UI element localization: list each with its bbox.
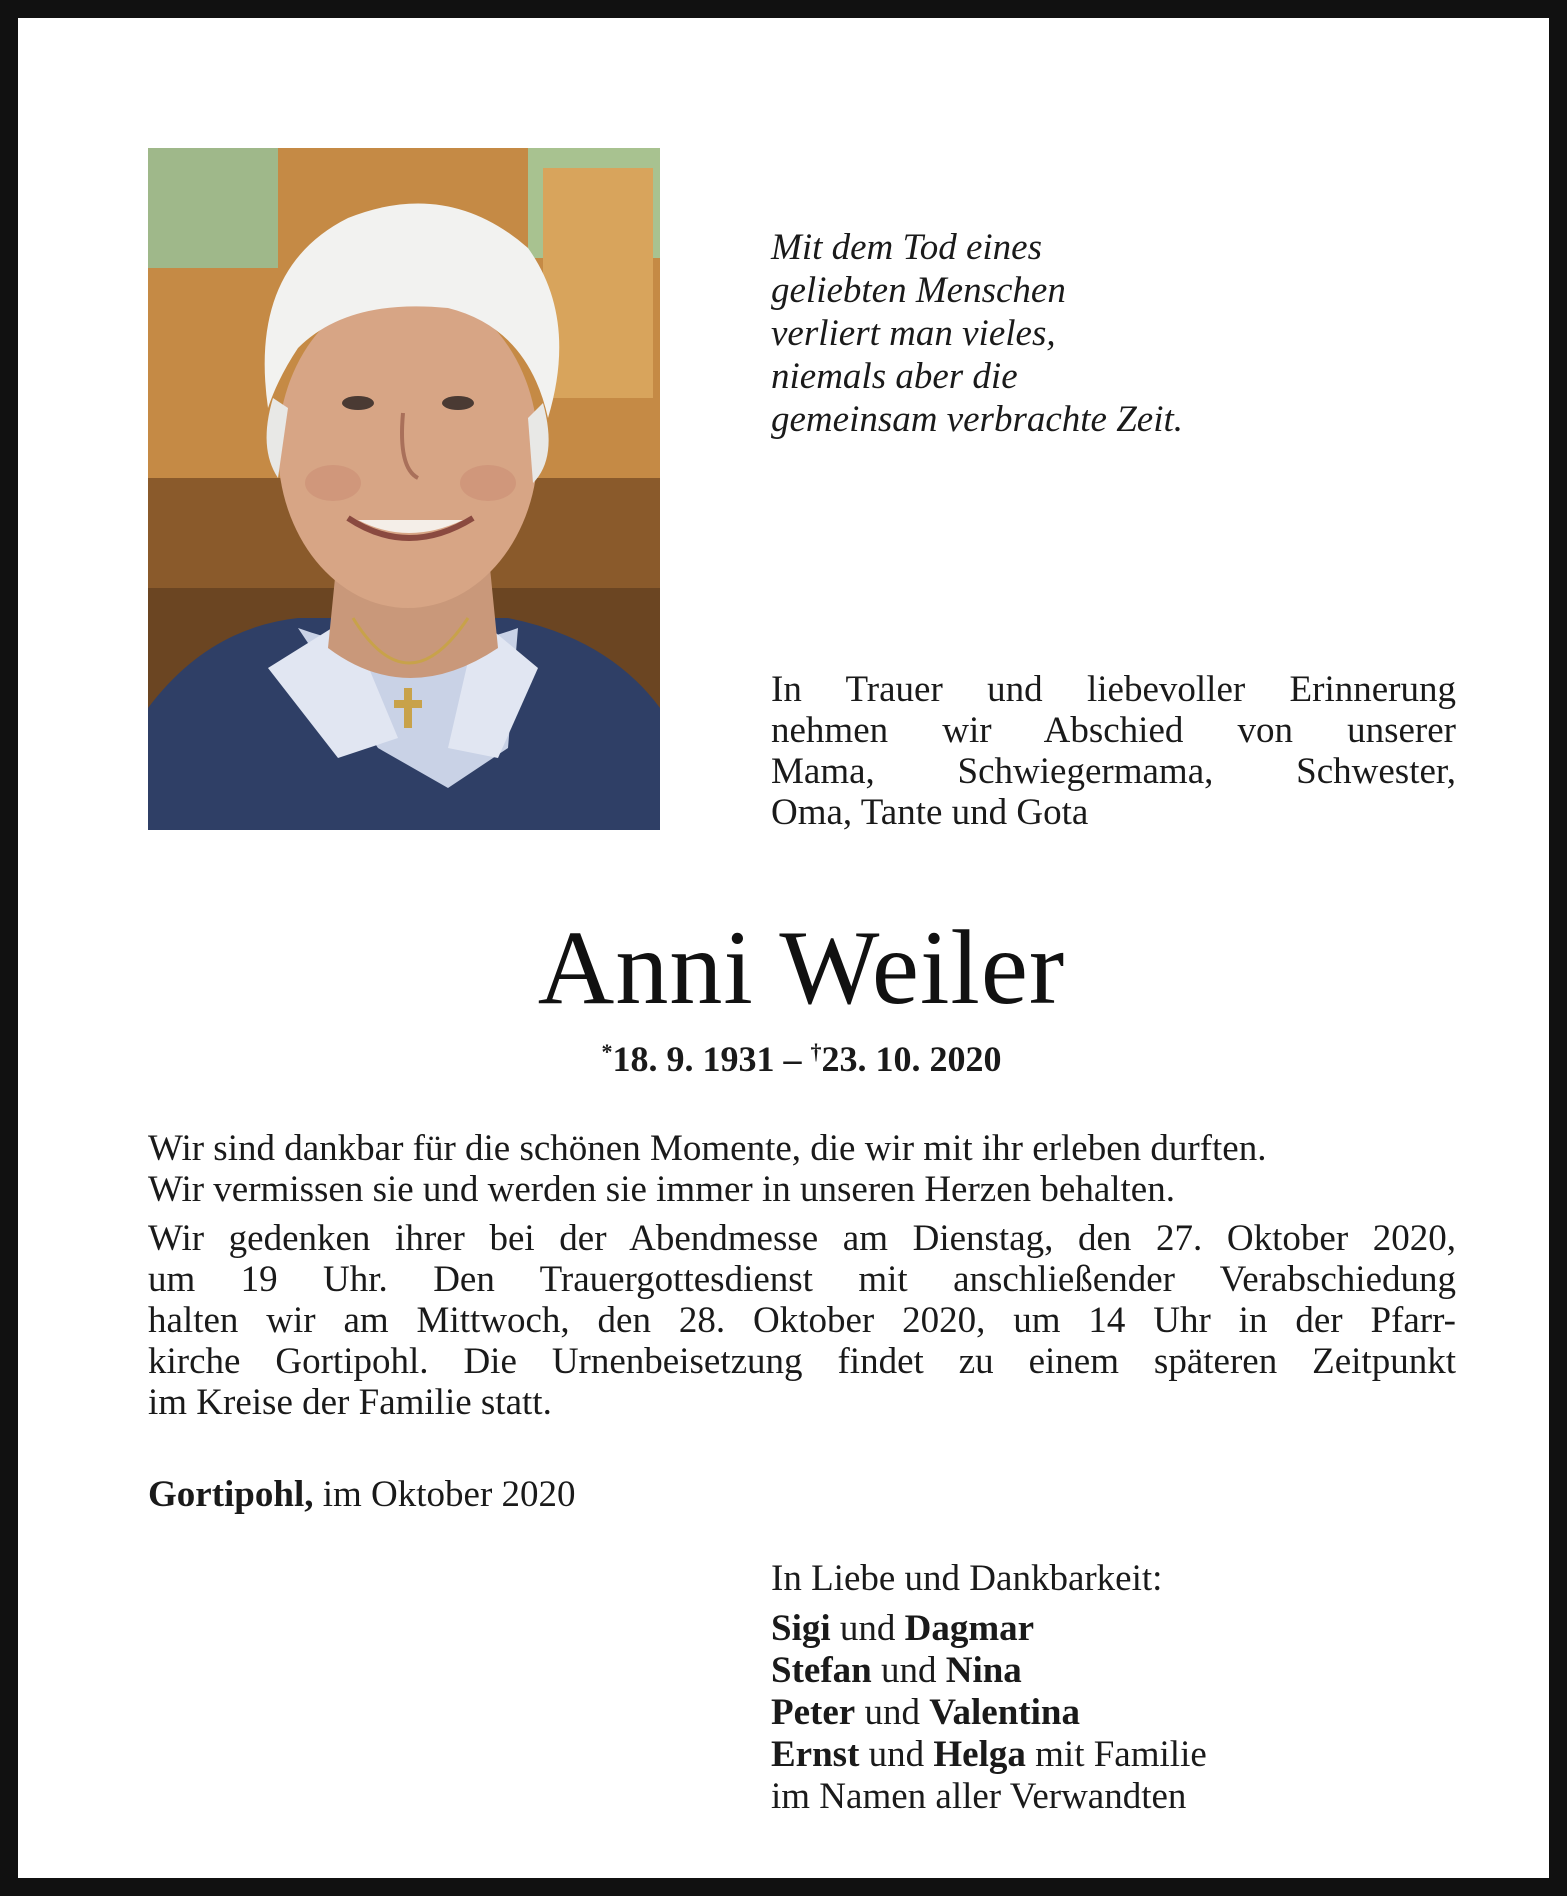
family-name: Dagmar xyxy=(904,1608,1035,1649)
date-separator: – xyxy=(774,1039,811,1079)
paragraph-line: halten wir am Mittwoch, den 28. Oktober 2020, um 14 Uhr in der Pfarr- xyxy=(148,1300,1456,1341)
family-name: Nina xyxy=(945,1650,1022,1691)
family-suffix: mit Familie xyxy=(1025,1734,1207,1775)
family-line xyxy=(771,1692,1471,1734)
family-line xyxy=(771,1608,1471,1650)
paragraph-gratitude xyxy=(148,1128,1456,1210)
paragraph-services xyxy=(148,1218,1456,1423)
paragraph-line: um 19 Uhr. Den Trauergottesdienst mit anschließender Verabschiedung xyxy=(148,1259,1456,1300)
family-joiner: und xyxy=(830,1608,905,1649)
paragraph-line: kirche Gortipohl. Die Urnenbeisetzung findet zu einem späteren Zeitpunkt xyxy=(148,1341,1456,1382)
paragraph-line: Wir vermissen sie und werden sie immer in unseren Herzen behalten. xyxy=(148,1169,1175,1210)
family-name: Helga xyxy=(933,1734,1026,1775)
portrait-illustration xyxy=(148,148,660,830)
deceased-name: Anni Weiler xyxy=(537,909,1066,1026)
death-date: 23. 10. 2020 xyxy=(821,1039,1002,1079)
family-name: Peter xyxy=(771,1692,856,1733)
quote-line: geliebten Menschen xyxy=(771,270,1066,311)
portrait-photo xyxy=(148,148,660,830)
family-name: Valentina xyxy=(929,1692,1080,1733)
quote-line: gemeinsam verbrachte Zeit. xyxy=(771,399,1184,440)
place-and-date xyxy=(148,1474,576,1515)
place-town: Gortipohl, xyxy=(148,1474,314,1515)
signoff-heading: In Liebe und Dankbarkeit: xyxy=(771,1558,1163,1599)
signoff xyxy=(771,1558,1471,1818)
place-date: im Oktober 2020 xyxy=(313,1474,576,1515)
intro-text xyxy=(771,669,1456,833)
family-joiner: und xyxy=(855,1692,930,1733)
life-dates xyxy=(18,1030,1567,1081)
birth-date: 18. 9. 1931 xyxy=(612,1039,775,1079)
intro-line: In Trauer und liebevoller Erinnerung xyxy=(771,669,1456,710)
family-joiner: und xyxy=(871,1650,946,1691)
birth-symbol: * xyxy=(601,1039,613,1064)
paragraph-line: Wir sind dankbar für die schönen Momente, die wir mit ihr erleben durften. xyxy=(148,1128,1267,1169)
paragraph-line: im Kreise der Familie statt. xyxy=(148,1382,552,1423)
signoff-closing: im Namen aller Verwandten xyxy=(771,1776,1187,1817)
family-name: Stefan xyxy=(771,1650,872,1691)
family-line xyxy=(771,1734,1471,1776)
intro-line: nehmen wir Abschied von unserer xyxy=(771,710,1456,751)
quote-line: niemals aber die xyxy=(771,356,1018,397)
paragraph-line: Wir gedenken ihrer bei der Abendmesse am Dienstag, den 27. Oktober 2020, xyxy=(148,1218,1456,1259)
death-symbol: † xyxy=(810,1039,822,1064)
family-line xyxy=(771,1650,1471,1692)
quote-line: verliert man vieles, xyxy=(771,313,1056,354)
intro-line: Oma, Tante und Gota xyxy=(771,792,1089,833)
family-joiner: und xyxy=(859,1734,934,1775)
family-name: Ernst xyxy=(771,1734,860,1775)
memorial-quote xyxy=(771,226,1331,441)
intro-line: Mama, Schwiegermama, Schwester, xyxy=(771,751,1456,792)
family-name: Sigi xyxy=(771,1608,831,1649)
quote-line: Mit dem Tod eines xyxy=(771,227,1042,268)
